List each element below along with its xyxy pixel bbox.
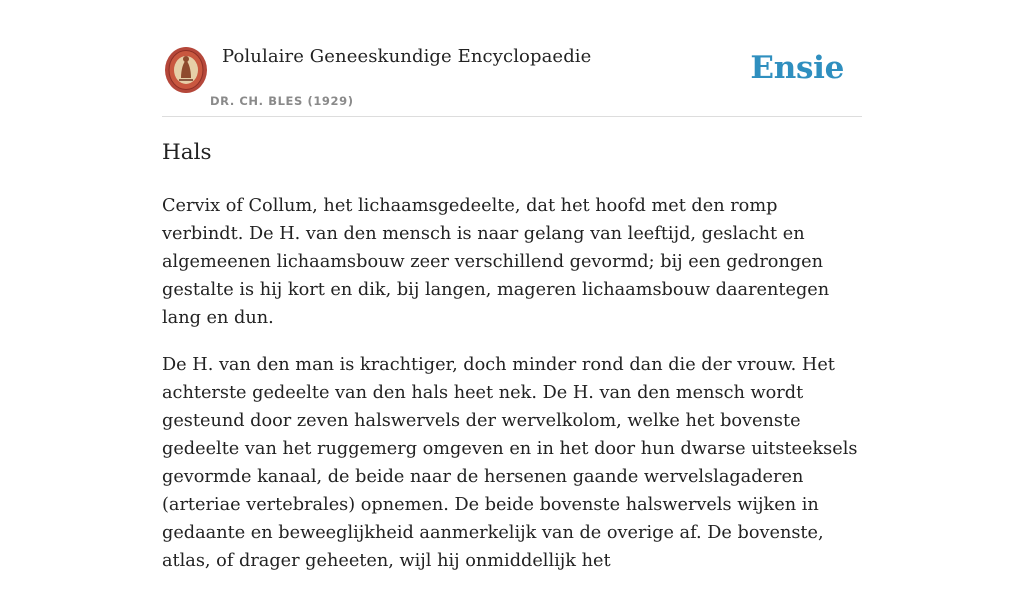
- article-paragraph: De H. van den man is krachtiger, doch minder rond dan die der vrouw. Het achterste gedeelte van den hals heet nek. De H. van den mensch wordt gesteund door zeven halswervels der wervelkolom, welke het bovenste gedeelte van het ruggemerg omgeven en in het door hun dwarse uitsteeksels gevormde kanaal, de beide naar de hersenen gaande wervelslagaderen (arteriae vertebrales) opnemen. De beide bovenste halswervels wijken in gedaante en beweeglijkheid aanmerkelijk van de overige af. De bovenste, atlas, of drager geheeten, wijl hij onmiddellijk het: [162, 355, 858, 571]
- brand-logo[interactable]: Ensie: [750, 50, 844, 86]
- page-header: [162, 0, 862, 117]
- page-container: [162, 0, 862, 571]
- article-body: [162, 192, 862, 594]
- author-line: DR. CH. BLES (1929): [210, 94, 354, 108]
- article-paragraph: Cervix of Collum, het lichaamsgedeelte, dat het hoofd met den romp verbindt. De H. van den mensch is naar gelang van leeftijd, geslacht en algemeenen lichaamsbouw zeer verschillend gevormd; bij een gedrongen gestalte is hij kort en dik, bij langen, mageren lichaamsbouw daarentegen lang en dun.: [162, 196, 830, 328]
- article-title: Hals: [162, 140, 212, 165]
- book-title[interactable]: Polulaire Geneeskundige Encyclopaedie: [222, 46, 592, 67]
- book-cover-icon[interactable]: [164, 46, 208, 94]
